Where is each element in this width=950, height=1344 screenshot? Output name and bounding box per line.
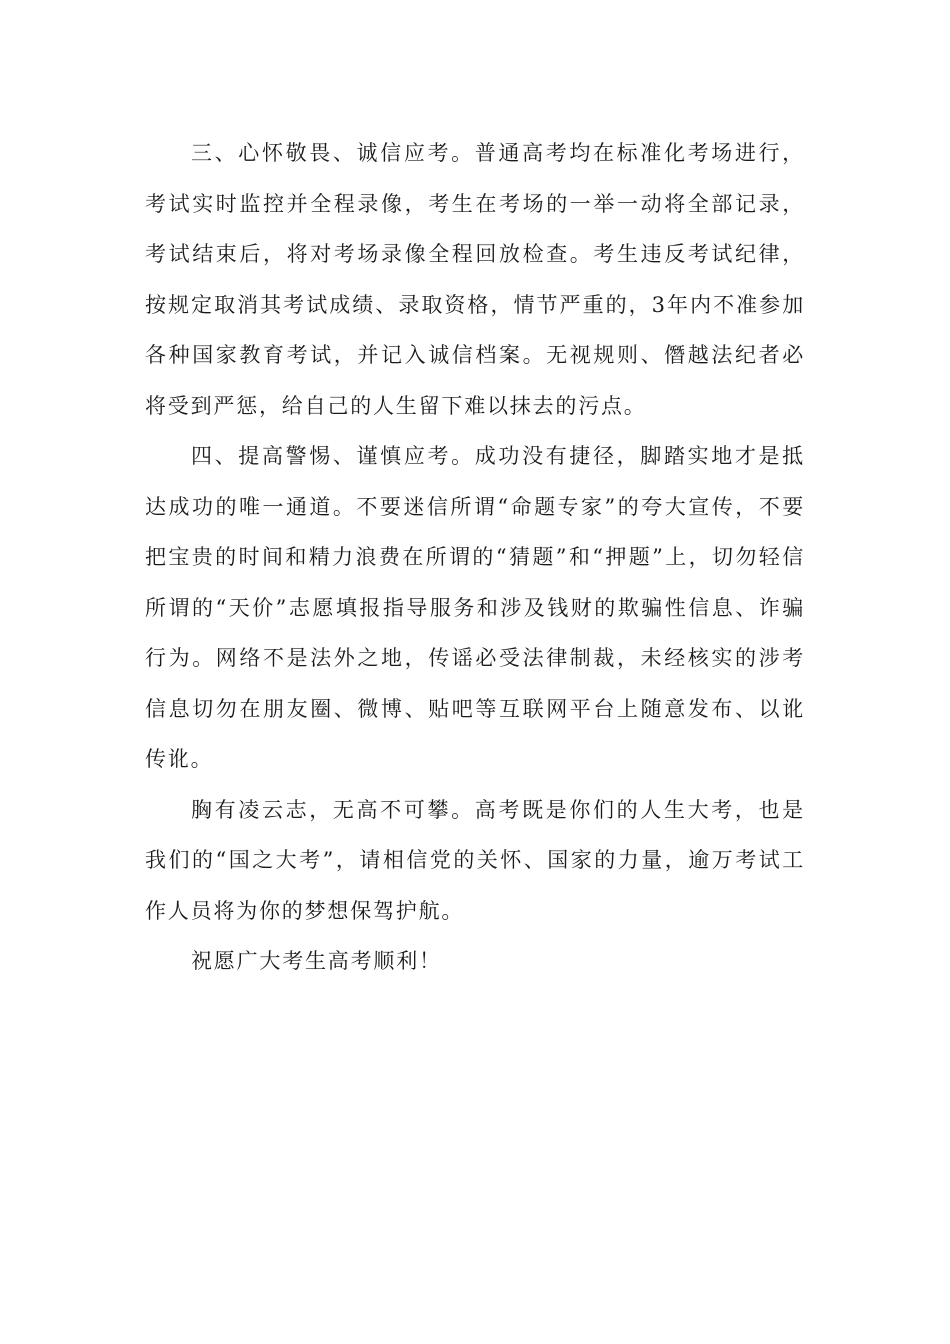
paragraph-wishes: 祝愿广大考生高考顺利！ (191, 949, 442, 973)
document-body (145, 128, 805, 987)
paragraph-vigilance: 四、提高警惕、谨慎应考。成功没有捷径，脚踏实地才是抵达成功的唯一通道。不要迷信所谓“命题专家”的夸大宣传，不要把宝贵的时间和精力浪费在所谓的“猜题”和“押题”上，切勿轻信所谓的“天价”志愿填报指导服务和涉及钱财的欺骗性信息、诈骗行为。网络不是法外之地，传谣必受法律制裁，未经核实的涉考信息切勿在朋友圈、微博、贴吧等互联网平台上随意发布、以讹传讹。 (145, 444, 805, 771)
paragraph-integrity: 三、心怀敬畏、诚信应考。普通高考均在标准化考场进行，考试实时监控并全程录像，考生在考场的一举一动将全部记录，考试结束后，将对考场录像全程回放检查。考生违反考试纪律，按规定取消其考试成绩、录取资格，情节严重的，3年内不准参加各种国家教育考试，并记入诚信档案。无视规则、僭越法纪者必将受到严惩，给自己的人生留下难以抹去的污点。 (145, 141, 805, 418)
paragraph-encouragement: 胸有凌云志，无高不可攀。高考既是你们的人生大考，也是我们的“国之大考”，请相信党的关怀、国家的力量，逾万考试工作人员将为你的梦想保驾护航。 (145, 797, 805, 923)
